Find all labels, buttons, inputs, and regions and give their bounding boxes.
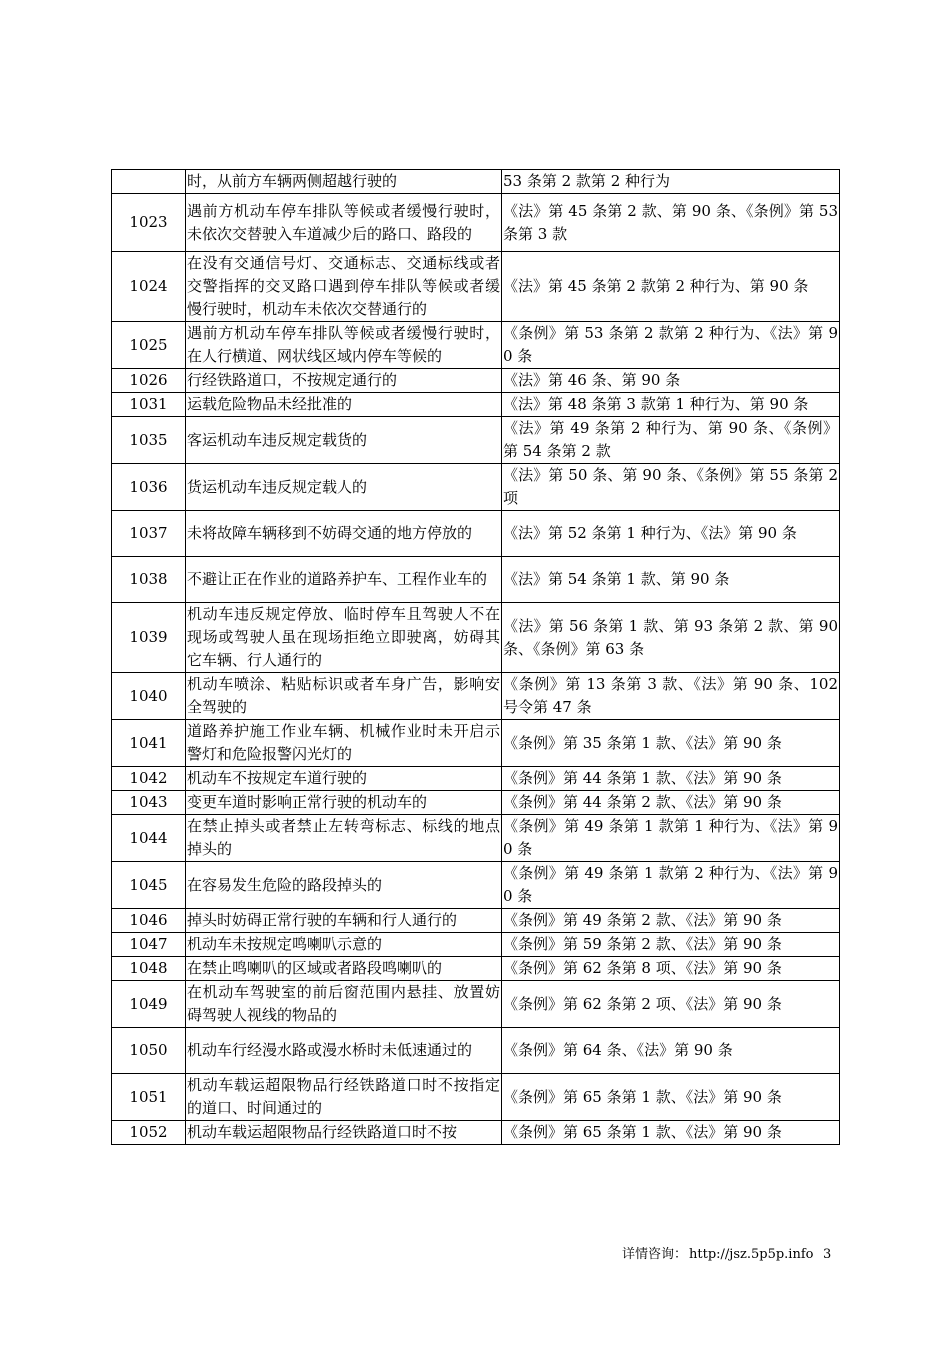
violation-description-cell: 行经铁路道口，不按规定通行的 xyxy=(186,369,502,393)
table-row xyxy=(112,1074,840,1121)
violation-description-cell: 机动车载运超限物品行经铁路道口时不按 xyxy=(186,1121,502,1145)
table-row xyxy=(112,957,840,981)
violation-code-cell: 1042 xyxy=(112,767,186,791)
table-row xyxy=(112,369,840,393)
table-row xyxy=(112,909,840,933)
violation-code-cell: 1050 xyxy=(112,1028,186,1074)
violation-code-cell: 1035 xyxy=(112,417,186,464)
violation-table-body xyxy=(112,170,840,1145)
legal-basis-cell: 《法》第 46 条、第 90 条 xyxy=(502,369,840,393)
table-row xyxy=(112,720,840,767)
table-row xyxy=(112,393,840,417)
table-row xyxy=(112,603,840,673)
violation-description-cell: 机动车不按规定车道行驶的 xyxy=(186,767,502,791)
violation-description-cell: 机动车行经漫水路或漫水桥时未低速通过的 xyxy=(186,1028,502,1074)
table-row xyxy=(112,170,840,194)
legal-basis-cell: 《法》第 54 条第 1 款、第 90 条 xyxy=(502,557,840,603)
legal-basis-cell: 《法》第 52 条第 1 种行为、《法》第 90 条 xyxy=(502,511,840,557)
table-row xyxy=(112,194,840,252)
violation-code-cell: 1025 xyxy=(112,322,186,369)
page-footer xyxy=(622,1246,842,1264)
violation-description-cell: 在机动车驾驶室的前后窗范围内悬挂、放置妨碍驾驶人视线的物品的 xyxy=(186,981,502,1028)
legal-basis-cell: 《条例》第 62 条第 2 项、《法》第 90 条 xyxy=(502,981,840,1028)
violation-code-cell: 1049 xyxy=(112,981,186,1028)
violation-description-cell: 时，从前方车辆两侧超越行驶的 xyxy=(186,170,502,194)
violation-code-cell: 1038 xyxy=(112,557,186,603)
violation-description-cell: 在禁止掉头或者禁止左转弯标志、标线的地点掉头的 xyxy=(186,815,502,862)
violation-description-cell: 道路养护施工作业车辆、机械作业时未开启示警灯和危险报警闪光灯的 xyxy=(186,720,502,767)
violation-code-cell: 1026 xyxy=(112,369,186,393)
violation-description-cell: 运载危险物品未经批准的 xyxy=(186,393,502,417)
table-row xyxy=(112,933,840,957)
violation-description-cell: 掉头时妨碍正常行驶的车辆和行人通行的 xyxy=(186,909,502,933)
legal-basis-cell: 《条例》第 53 条第 2 款第 2 种行为、《法》第 90 条 xyxy=(502,322,840,369)
violation-code-cell: 1052 xyxy=(112,1121,186,1145)
violation-code-cell: 1048 xyxy=(112,957,186,981)
footer-label: 详情咨询： xyxy=(622,1247,688,1262)
violation-description-cell: 遇前方机动车停车排队等候或者缓慢行驶时，未依次交替驶入车道减少后的路口、路段的 xyxy=(186,194,502,252)
page-number: 3 xyxy=(823,1247,832,1262)
table-row xyxy=(112,767,840,791)
violation-code-cell: 1046 xyxy=(112,909,186,933)
legal-basis-cell: 《条例》第 49 条第 1 款第 2 种行为、《法》第 90 条 xyxy=(502,862,840,909)
legal-basis-cell: 《条例》第 59 条第 2 款、《法》第 90 条 xyxy=(502,933,840,957)
legal-basis-cell: 《条例》第 64 条、《法》第 90 条 xyxy=(502,1028,840,1074)
table-row xyxy=(112,1028,840,1074)
legal-basis-cell: 《法》第 50 条、第 90 条、《条例》第 55 条第 2 项 xyxy=(502,464,840,511)
table-row xyxy=(112,981,840,1028)
table-row xyxy=(112,791,840,815)
violation-description-cell: 在没有交通信号灯、交通标志、交通标线或者交警指挥的交叉路口遇到停车排队等候或者缓慢行驶时，机动车未依次交替通行的 xyxy=(186,252,502,322)
legal-basis-cell: 《条例》第 13 条第 3 款、《法》第 90 条、102 号令第 47 条 xyxy=(502,673,840,720)
violation-code-cell: 1037 xyxy=(112,511,186,557)
violation-code-cell: 1039 xyxy=(112,603,186,673)
violation-code-cell: 1047 xyxy=(112,933,186,957)
violation-code-cell xyxy=(112,170,186,194)
table-row xyxy=(112,673,840,720)
violation-code-cell: 1041 xyxy=(112,720,186,767)
table-row xyxy=(112,464,840,511)
legal-basis-cell: 53 条第 2 款第 2 种行为 xyxy=(502,170,840,194)
violation-code-cell: 1044 xyxy=(112,815,186,862)
violation-description-cell: 不避让正在作业的道路养护车、工程作业车的 xyxy=(186,557,502,603)
violation-code-cell: 1040 xyxy=(112,673,186,720)
legal-basis-cell: 《条例》第 65 条第 1 款、《法》第 90 条 xyxy=(502,1074,840,1121)
legal-basis-cell: 《条例》第 44 条第 1 款、《法》第 90 条 xyxy=(502,767,840,791)
table-row xyxy=(112,862,840,909)
legal-basis-cell: 《法》第 45 条第 2 款、第 90 条、《条例》第 53 条第 3 款 xyxy=(502,194,840,252)
legal-basis-cell: 《条例》第 49 条第 2 款、《法》第 90 条 xyxy=(502,909,840,933)
violation-description-cell: 机动车喷涂、粘贴标识或者车身广告，影响安全驾驶的 xyxy=(186,673,502,720)
violation-description-cell: 机动车未按规定鸣喇叭示意的 xyxy=(186,933,502,957)
violation-code-cell: 1024 xyxy=(112,252,186,322)
table-row xyxy=(112,417,840,464)
footer-url[interactable]: http://jsz.5p5p.info xyxy=(689,1247,814,1262)
violation-description-cell: 在禁止鸣喇叭的区域或者路段鸣喇叭的 xyxy=(186,957,502,981)
violation-code-cell: 1045 xyxy=(112,862,186,909)
violation-description-cell: 客运机动车违反规定载货的 xyxy=(186,417,502,464)
violation-code-cell: 1043 xyxy=(112,791,186,815)
violation-description-cell: 机动车违反规定停放、临时停车且驾驶人不在现场或驾驶人虽在现场拒绝立即驶离，妨碍其它车辆、行人通行的 xyxy=(186,603,502,673)
table-row xyxy=(112,815,840,862)
legal-basis-cell: 《法》第 45 条第 2 款第 2 种行为、第 90 条 xyxy=(502,252,840,322)
violation-code-cell: 1051 xyxy=(112,1074,186,1121)
table-row xyxy=(112,252,840,322)
table-row xyxy=(112,1121,840,1145)
violation-code-cell: 1023 xyxy=(112,194,186,252)
table-row xyxy=(112,511,840,557)
legal-basis-cell: 《法》第 56 条第 1 款、第 93 条第 2 款、第 90 条、《条例》第 63 条 xyxy=(502,603,840,673)
legal-basis-cell: 《法》第 48 条第 3 款第 1 种行为、第 90 条 xyxy=(502,393,840,417)
violation-table xyxy=(111,169,840,1145)
violation-description-cell: 在容易发生危险的路段掉头的 xyxy=(186,862,502,909)
legal-basis-cell: 《条例》第 49 条第 1 款第 1 种行为、《法》第 90 条 xyxy=(502,815,840,862)
violation-code-cell: 1036 xyxy=(112,464,186,511)
violation-description-cell: 遇前方机动车停车排队等候或者缓慢行驶时，在人行横道、网状线区域内停车等候的 xyxy=(186,322,502,369)
legal-basis-cell: 《条例》第 65 条第 1 款、《法》第 90 条 xyxy=(502,1121,840,1145)
violation-description-cell: 机动车载运超限物品行经铁路道口时不按指定的道口、时间通过的 xyxy=(186,1074,502,1121)
violation-description-cell: 未将故障车辆移到不妨碍交通的地方停放的 xyxy=(186,511,502,557)
violation-code-cell: 1031 xyxy=(112,393,186,417)
violation-description-cell: 货运机动车违反规定载人的 xyxy=(186,464,502,511)
legal-basis-cell: 《条例》第 62 条第 8 项、《法》第 90 条 xyxy=(502,957,840,981)
table-row xyxy=(112,557,840,603)
legal-basis-cell: 《法》第 49 条第 2 种行为、第 90 条、《条例》第 54 条第 2 款 xyxy=(502,417,840,464)
violation-description-cell: 变更车道时影响正常行驶的机动车的 xyxy=(186,791,502,815)
table-row xyxy=(112,322,840,369)
legal-basis-cell: 《条例》第 35 条第 1 款、《法》第 90 条 xyxy=(502,720,840,767)
legal-basis-cell: 《条例》第 44 条第 2 款、《法》第 90 条 xyxy=(502,791,840,815)
